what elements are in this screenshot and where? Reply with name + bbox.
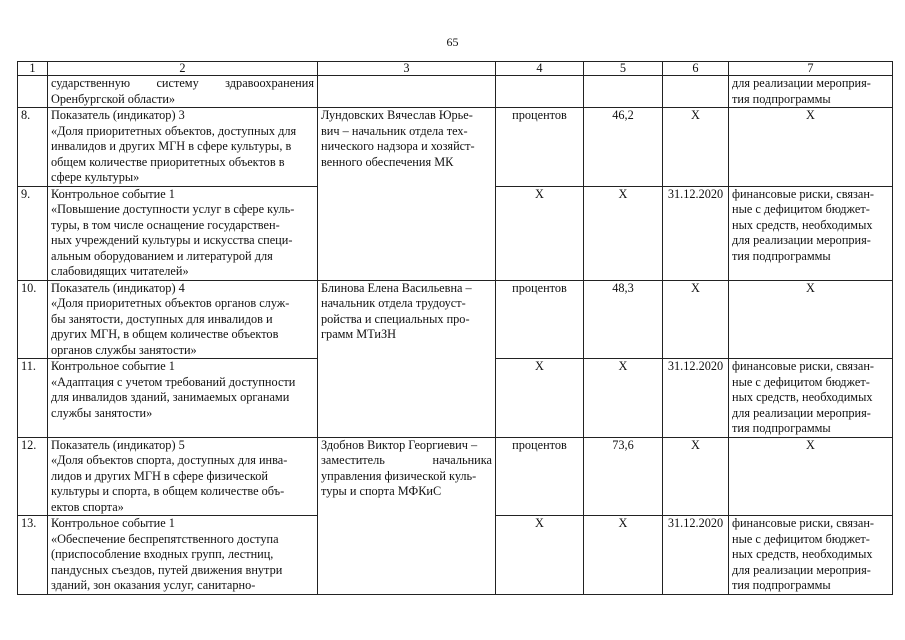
date: Х bbox=[663, 280, 729, 359]
item-name: Показатель (индикатор) 5 «Доля объектов спорта, доступных для инва- лидов и других МГН в сфере физической культуры и спорта, в общем количестве объ- ектов спорта» bbox=[48, 437, 318, 516]
responsible bbox=[318, 76, 496, 108]
header-cell: 3 bbox=[318, 62, 496, 76]
row-number: 11. bbox=[18, 359, 48, 438]
unit: процентов bbox=[496, 108, 584, 187]
item-name: Контрольное событие 1 «Повышение доступности услуг в сфере куль- туры, в том числе оснащение государствен- ных учреждений культуры и искусства специ- альным оборудованием и литературой для слабовидящих читателей» bbox=[48, 186, 318, 280]
program-table bbox=[17, 61, 893, 595]
date bbox=[663, 76, 729, 108]
header-row bbox=[18, 62, 893, 76]
responsible: Блинова Елена Васильевна – начальник отдела трудоуст- ройства и специальных про- грамм МТиЗН bbox=[318, 280, 496, 437]
risk: финансовые риски, связан- ные с дефицитом бюджет- ных средств, необходимых для реализации мероприя- тия подпрограммы bbox=[729, 516, 893, 595]
item-name: Показатель (индикатор) 4 «Доля приоритетных объектов органов служ- бы занятости, доступных для инвалидов и других МГН, в общем количестве объектов органов службы занятости» bbox=[48, 280, 318, 359]
item-name: сударственную систему здравоохранения Оренбургской области» bbox=[48, 76, 318, 108]
date: 31.12.2020 bbox=[663, 186, 729, 280]
table-row bbox=[18, 76, 893, 108]
value: Х bbox=[584, 186, 663, 280]
page-number: 65 bbox=[446, 35, 459, 49]
unit: процентов bbox=[496, 437, 584, 516]
header-cell: 2 bbox=[48, 62, 318, 76]
date: Х bbox=[663, 108, 729, 187]
row-number bbox=[18, 76, 48, 108]
responsible: Здобнов Виктор Георгиевич – заместитель начальника управления физической куль- туры и спорта МФКиС bbox=[318, 437, 496, 594]
date: 31.12.2020 bbox=[663, 516, 729, 595]
header-cell: 4 bbox=[496, 62, 584, 76]
header-cell: 5 bbox=[584, 62, 663, 76]
table-row bbox=[18, 280, 893, 359]
row-number: 8. bbox=[18, 108, 48, 187]
value: Х bbox=[584, 516, 663, 595]
item-name: Показатель (индикатор) 3 «Доля приоритетных объектов, доступных для инвалидов и других МГН в сфере культуры, в общем количестве приоритетных объектов в сфере культуры» bbox=[48, 108, 318, 187]
unit: процентов bbox=[496, 280, 584, 359]
unit: Х bbox=[496, 359, 584, 438]
header-cell: 1 bbox=[18, 62, 48, 76]
risk: финансовые риски, связан- ные с дефицитом бюджет- ных средств, необходимых для реализации мероприя- тия подпрограммы bbox=[729, 359, 893, 438]
item-name: Контрольное событие 1 «Адаптация с учетом требований доступности для инвалидов зданий, занимаемых органами службы занятости» bbox=[48, 359, 318, 438]
item-name: Контрольное событие 1 «Обеспечение беспрепятственного доступа (приспособление входных групп, лестниц, пандусных съездов, путей движения внутри зданий, зон оказания услуг, санитарно- bbox=[48, 516, 318, 595]
date: 31.12.2020 bbox=[663, 359, 729, 438]
value: 48,3 bbox=[584, 280, 663, 359]
value: 73,6 bbox=[584, 437, 663, 516]
unit: Х bbox=[496, 186, 584, 280]
row-number: 10. bbox=[18, 280, 48, 359]
date: Х bbox=[663, 437, 729, 516]
unit bbox=[496, 76, 584, 108]
row-number: 12. bbox=[18, 437, 48, 516]
risk: финансовые риски, связан- ные с дефицитом бюджет- ных средств, необходимых для реализации мероприя- тия подпрограммы bbox=[729, 186, 893, 280]
unit: Х bbox=[496, 516, 584, 595]
row-number: 13. bbox=[18, 516, 48, 595]
risk: для реализации мероприя- тия подпрограммы bbox=[729, 76, 893, 108]
table-row bbox=[18, 437, 893, 516]
row-number: 9. bbox=[18, 186, 48, 280]
header-cell: 7 bbox=[729, 62, 893, 76]
risk: Х bbox=[729, 437, 893, 516]
risk: Х bbox=[729, 108, 893, 187]
responsible: Лундовских Вячеслав Юрье- вич – начальник отдела тех- нического надзора и хозяйст- венного обеспечения МК bbox=[318, 108, 496, 281]
table-row bbox=[18, 108, 893, 187]
value: Х bbox=[584, 359, 663, 438]
risk: Х bbox=[729, 280, 893, 359]
value: 46,2 bbox=[584, 108, 663, 187]
value bbox=[584, 76, 663, 108]
header-cell: 6 bbox=[663, 62, 729, 76]
